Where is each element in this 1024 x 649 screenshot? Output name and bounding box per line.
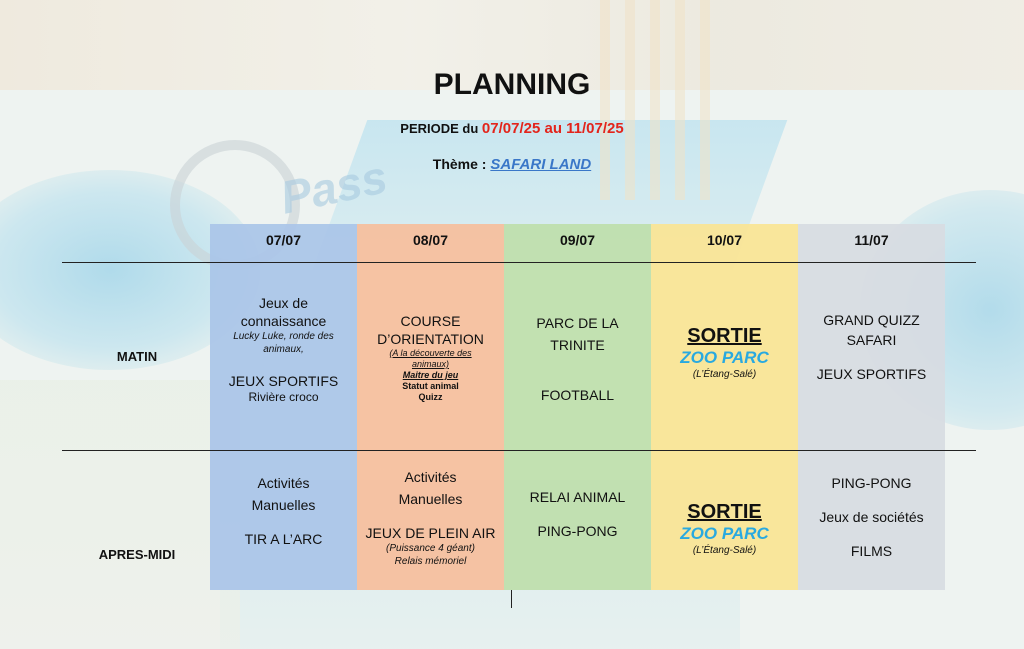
header-divider	[62, 262, 976, 263]
day-header-2: 08/07	[412, 232, 449, 248]
page-title: PLANNING	[433, 68, 591, 101]
zoo-parc-label: ZOO PARC	[680, 524, 769, 543]
cell-text: Manuelles	[398, 491, 463, 507]
cell-pm-0707	[210, 474, 357, 548]
cell-note: (A la découverte des	[389, 348, 472, 358]
row-divider	[62, 450, 976, 451]
cell-matin-1007	[651, 324, 798, 381]
cell-matin-0907	[504, 314, 651, 404]
row-label-matin: MATIN	[116, 349, 158, 364]
cell-text: PING-PONG	[537, 523, 618, 539]
cell-pm-0807	[357, 468, 504, 568]
period-line	[0, 120, 1024, 137]
theme-line	[0, 156, 1024, 173]
text-cursor	[511, 590, 512, 608]
sortie-label: SORTIE	[687, 325, 762, 347]
day-header-1: 07/07	[265, 232, 302, 248]
cell-subtext: (Puissance 4 géant)	[386, 543, 475, 554]
cell-text: RELAI ANIMAL	[529, 489, 626, 505]
cell-matin-0807	[357, 312, 504, 403]
day-header-4: 10/07	[706, 232, 743, 248]
cell-subtext: (L’Étang-Salé)	[692, 545, 757, 556]
cell-note: Statut animal	[402, 381, 459, 391]
cell-text: TIR A L’ARC	[244, 531, 323, 547]
cell-text: JEUX SPORTIFS	[816, 366, 927, 382]
cell-text: JEUX SPORTIFS	[228, 373, 339, 389]
cell-text: Activités	[257, 475, 310, 491]
theme-value: SAFARI LAND	[490, 156, 592, 173]
cell-text: JEUX DE PLEIN AIR	[365, 525, 496, 541]
day-header-3: 09/07	[559, 232, 596, 248]
day-header-5: 11/07	[854, 232, 889, 248]
cell-subtext: (L’Étang-Salé)	[692, 369, 757, 380]
row-label-apres-midi: APRES-MIDI	[98, 547, 176, 562]
cell-pm-0907	[504, 488, 651, 540]
period-dates: 07/07/25 au 11/07/25	[481, 120, 624, 137]
cell-subtext: Lucky Luke, ronde des	[233, 331, 334, 342]
cell-text: connaissance	[240, 313, 327, 329]
cell-text: Activités	[404, 469, 457, 485]
cell-matin-1107	[798, 311, 945, 383]
pass-logo-text: Pass	[275, 150, 392, 224]
zoo-parc-label: ZOO PARC	[680, 348, 769, 367]
cell-text: PING-PONG	[831, 475, 912, 491]
cell-text: GRAND QUIZZ	[823, 312, 920, 328]
cell-text: SAFARI	[846, 332, 897, 348]
cell-text: Manuelles	[251, 497, 316, 513]
cell-text: FILMS	[850, 543, 893, 559]
cell-matin-0707	[210, 294, 357, 405]
cell-text: COURSE	[400, 313, 461, 329]
cell-subtext: Rivière croco	[248, 390, 319, 404]
cell-text: D’ORIENTATION	[377, 331, 484, 347]
sortie-label: SORTIE	[687, 501, 762, 523]
cell-text: TRINITE	[550, 337, 605, 353]
cell-subtext: Relais mémoriel	[394, 556, 467, 567]
cell-text: PARC DE LA	[536, 315, 619, 331]
cell-note: Quizz	[418, 392, 443, 402]
cell-pm-1107	[798, 474, 945, 560]
cell-text: Jeux de	[258, 295, 309, 311]
cell-text: Jeux de sociétés	[819, 509, 924, 525]
cell-note: Maitre du jeu	[402, 370, 459, 380]
cell-subtext: animaux,	[263, 344, 304, 355]
cell-note: animaux)	[411, 359, 449, 369]
theme-label: Thème :	[432, 156, 491, 172]
cell-text: FOOTBALL	[540, 387, 615, 403]
cell-pm-1007	[651, 500, 798, 557]
period-label: PERIODE du	[400, 121, 479, 136]
